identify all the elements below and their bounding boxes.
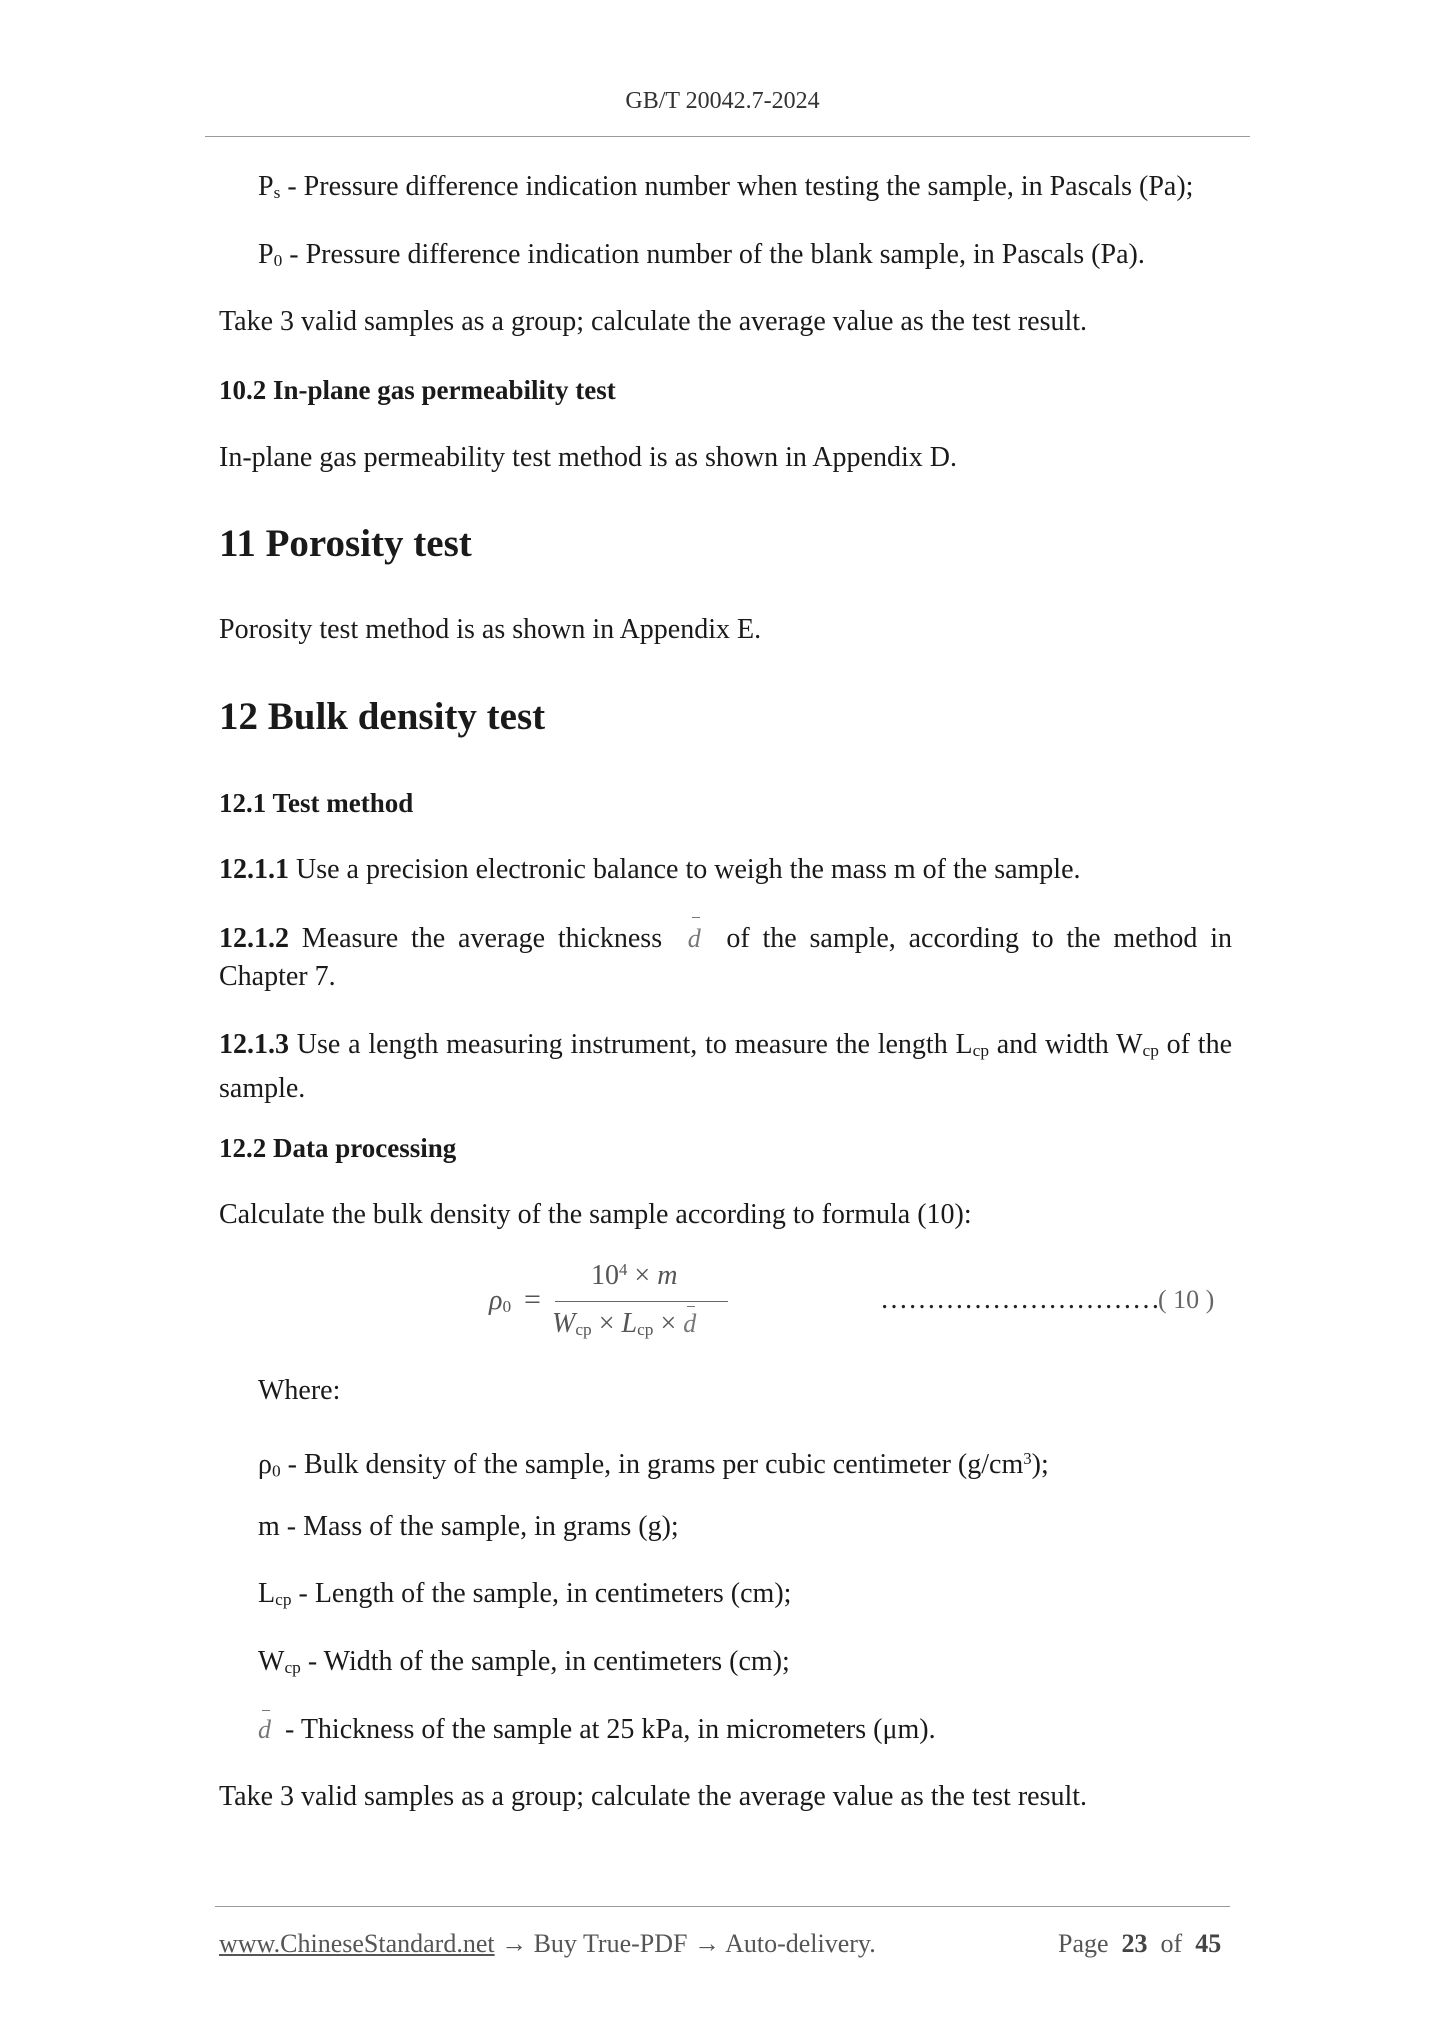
result-note-2: Take 3 valid samples as a group; calculate the average value as the test result. xyxy=(219,1781,1088,1812)
page-indicator: Page 23 of 45 xyxy=(1058,1929,1222,1958)
para-12-1-3: 12.1.3 Use a length measuring instrument, to measure the length Lcp and width Wcp of the sample. xyxy=(219,1029,1232,1105)
formula-numerator: $10^4 \times m$ xyxy=(591,1260,678,1292)
where-rho: ρ0 - Bulk density of the sample, in grams per cubic centimeter $(g/cm^3)$; xyxy=(258,1449,1049,1481)
heading-12: 12 Bulk density test xyxy=(219,695,546,738)
body-11: Porosity test method is as shown in Appendix E. xyxy=(219,614,762,645)
para-12-1-1: 12.1.1 Use a precision electronic balance to weigh the mass m of the sample. xyxy=(219,854,1081,885)
arrow-right-icon: → xyxy=(694,1929,720,1958)
definition-p0: P0 - Pressure difference indication number of the blank sample, in Pascals (Pa). xyxy=(258,239,1145,271)
heading-11: 11 Porosity test xyxy=(219,522,472,565)
where-label: Where: xyxy=(258,1375,341,1406)
para-12-1-2: 12.1.2 Measure the average thickness d of the sample, according to the method in Chapter 7. xyxy=(219,920,1232,996)
where-m: m - Mass of the sample, in grams (g); xyxy=(258,1511,679,1542)
formula-leader-dots: ………………………… xyxy=(880,1284,1160,1315)
document-header: GB/T 20042.7-2024 xyxy=(625,88,820,114)
arrow-right-icon: → xyxy=(501,1929,528,1958)
definition-ps: Ps - Pressure difference indication number when testing the sample, in Pascals (Pa); xyxy=(258,171,1194,203)
footer-left: www.ChineseStandard.net → Buy True-PDF → Auto-delivery. xyxy=(219,1929,876,1958)
heading-12-1: 12.1 Test method xyxy=(219,788,414,818)
formula-equals: = xyxy=(524,1283,541,1316)
formula-fraction-bar xyxy=(555,1301,728,1302)
footer-rule xyxy=(215,1906,1230,1907)
where-wcp: Wcp - Width of the sample, in centimeters (cm); xyxy=(258,1646,790,1678)
body-12-2: Calculate the bulk density of the sample according to formula (10): xyxy=(219,1199,972,1230)
heading-10-2: 10.2 In-plane gas permeability test xyxy=(219,375,616,405)
formula-number: ( 10 ) xyxy=(1158,1285,1215,1314)
where-d: d - Thickness of the sample at 25 kPa, in micrometers (μm). xyxy=(258,1714,936,1745)
d-bar-symbol: d xyxy=(688,920,701,958)
heading-12-2: 12.2 Data processing xyxy=(219,1133,457,1163)
formula-lhs: ρ0 xyxy=(489,1285,512,1317)
body-10-2: In-plane gas permeability test method is as shown in Appendix D. xyxy=(219,442,957,473)
result-note-1: Take 3 valid samples as a group; calculate the average value as the test result. xyxy=(219,306,1088,337)
where-lcp: Lcp - Length of the sample, in centimeters (cm); xyxy=(258,1578,792,1610)
header-rule xyxy=(205,136,1250,137)
site-link[interactable]: www.ChineseStandard.net xyxy=(219,1929,495,1958)
formula-denominator: Wcp × Lcp × d xyxy=(552,1308,697,1340)
